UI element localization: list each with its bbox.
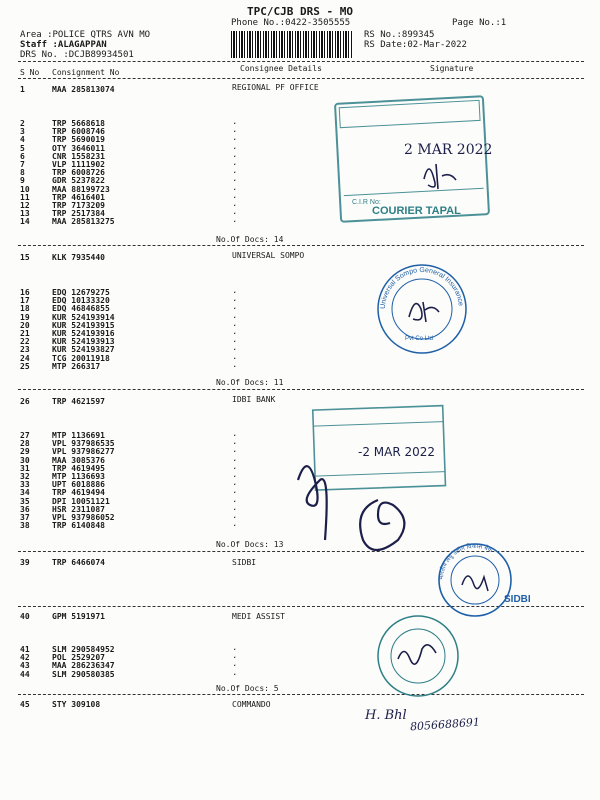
col-consignee: Consignee Details (240, 64, 322, 73)
consignee-dot: . (232, 174, 238, 185)
col-signature: Signature (430, 64, 474, 73)
consignee-dot: . (232, 141, 238, 152)
document-title: TPC/CJB DRS - MO (247, 5, 353, 18)
consignee-name: REGIONAL PF OFFICE (232, 83, 319, 92)
consignee-dot: . (232, 445, 238, 456)
sidbi-seal-hindi: भारतीय लघु उद्योग विकास बैंक (437, 542, 494, 581)
seal-text: Universal Sompo General Insurance (379, 266, 464, 310)
consignee-dot: . (232, 327, 238, 337)
consignee-dot: . (232, 286, 238, 296)
consignee-dot: . (232, 182, 238, 193)
consignee-dot: . (232, 343, 238, 354)
consignee-dot: . (232, 470, 238, 480)
consignee-name: MEDI ASSIST (232, 612, 285, 621)
doc-count: No.Of Docs: 13 (216, 540, 284, 549)
consignee-dot: . (232, 486, 238, 497)
rs-date: RS Date:02-Mar-2022 (364, 40, 467, 50)
col-consignment: Consignment No (52, 68, 120, 77)
stamp1-ctr: C.I.R No: (352, 199, 381, 206)
divider (18, 694, 584, 695)
consignee-name: COMMANDO (232, 700, 271, 709)
consignee-name: IDBI BANK (232, 395, 276, 404)
staff-label: Staff :ALAGAPPAN (20, 40, 107, 50)
consignee-dot: . (232, 207, 238, 218)
consignee-dot: . (232, 511, 238, 521)
consignee-dot: . (232, 502, 238, 513)
consignee-name: UNIVERSAL SOMPO (232, 251, 305, 260)
consignee-dot: . (232, 215, 238, 226)
consignee-dot: . (232, 133, 238, 144)
consignee-dot: . (232, 166, 238, 177)
seal-ltd: Pvt Co Ltd (405, 336, 434, 342)
consignee-dot: . (232, 659, 238, 670)
page-number: Page No.:1 (452, 18, 507, 28)
consignee-dot: . (232, 335, 238, 346)
consignee-dot: . (232, 461, 238, 472)
medi-assist-seal (368, 614, 468, 698)
stamp3-date: -2 MAR 2022 (358, 445, 436, 459)
consignee-dot: . (232, 478, 238, 489)
doc-count: No.Of Docs: 5 (216, 684, 279, 693)
sidbi-seal (420, 540, 530, 620)
consignee-name: SIDBI (232, 558, 257, 567)
rs-number: RS No.:899345 (364, 30, 435, 40)
consignee-dot: . (232, 429, 238, 439)
doc-count: No.Of Docs: 14 (216, 235, 284, 244)
divider (18, 245, 584, 246)
consignee-dot: . (232, 294, 238, 305)
handwritten-signature-1 (290, 440, 430, 560)
consignee-dot: . (232, 310, 238, 321)
consignee-dot: . (232, 117, 238, 127)
consignee-dot: . (232, 125, 238, 136)
area-label: Area :POLICE QTRS AVN MO (20, 30, 151, 40)
consignee-dot: . (232, 149, 238, 160)
consignee-dot: . (232, 519, 238, 530)
consignee-dot: . (232, 643, 238, 653)
consignee-dot: . (232, 453, 238, 464)
received-stamp-1 (332, 94, 492, 224)
consignee-dot: . (232, 651, 238, 662)
col-sno: S No (20, 68, 40, 77)
insurance-seal (375, 262, 470, 357)
consignee-dot: . (232, 190, 238, 201)
signature-mark-2 (409, 302, 439, 322)
divider (18, 61, 584, 62)
consignee-dot: . (232, 318, 238, 329)
handwritten-name: H. Bhl (365, 708, 407, 723)
consignee-dot: . (232, 302, 238, 313)
handwritten-phone: 8056688691 (409, 715, 481, 734)
consignee-dot: . (232, 359, 238, 370)
divider (18, 78, 584, 79)
consignee-dot: . (232, 667, 238, 678)
signature-mark-1 (424, 164, 456, 189)
consignee-dot: . (232, 199, 238, 209)
consignee-dot: . (232, 158, 238, 168)
doc-count: No.Of Docs: 11 (216, 378, 284, 387)
divider (18, 389, 584, 390)
sidbi-seal-name: SIDBI (504, 594, 531, 605)
phone-number: Phone No.:0422-3505555 (231, 18, 351, 28)
consignee-dot: . (232, 437, 238, 448)
svg-text:भारतीय लघु उद्योग विकास बैंक (438, 542, 494, 580)
drs-number: DRS No. :DCJB89934501 (20, 50, 134, 60)
stamp1-date: 2 MAR 2022 (404, 142, 493, 158)
consignee-dot: . (232, 351, 238, 362)
stamp1-brand: COURIER TAPAL (372, 205, 461, 217)
consignee-dot: . (232, 494, 238, 505)
barcode (231, 31, 353, 58)
